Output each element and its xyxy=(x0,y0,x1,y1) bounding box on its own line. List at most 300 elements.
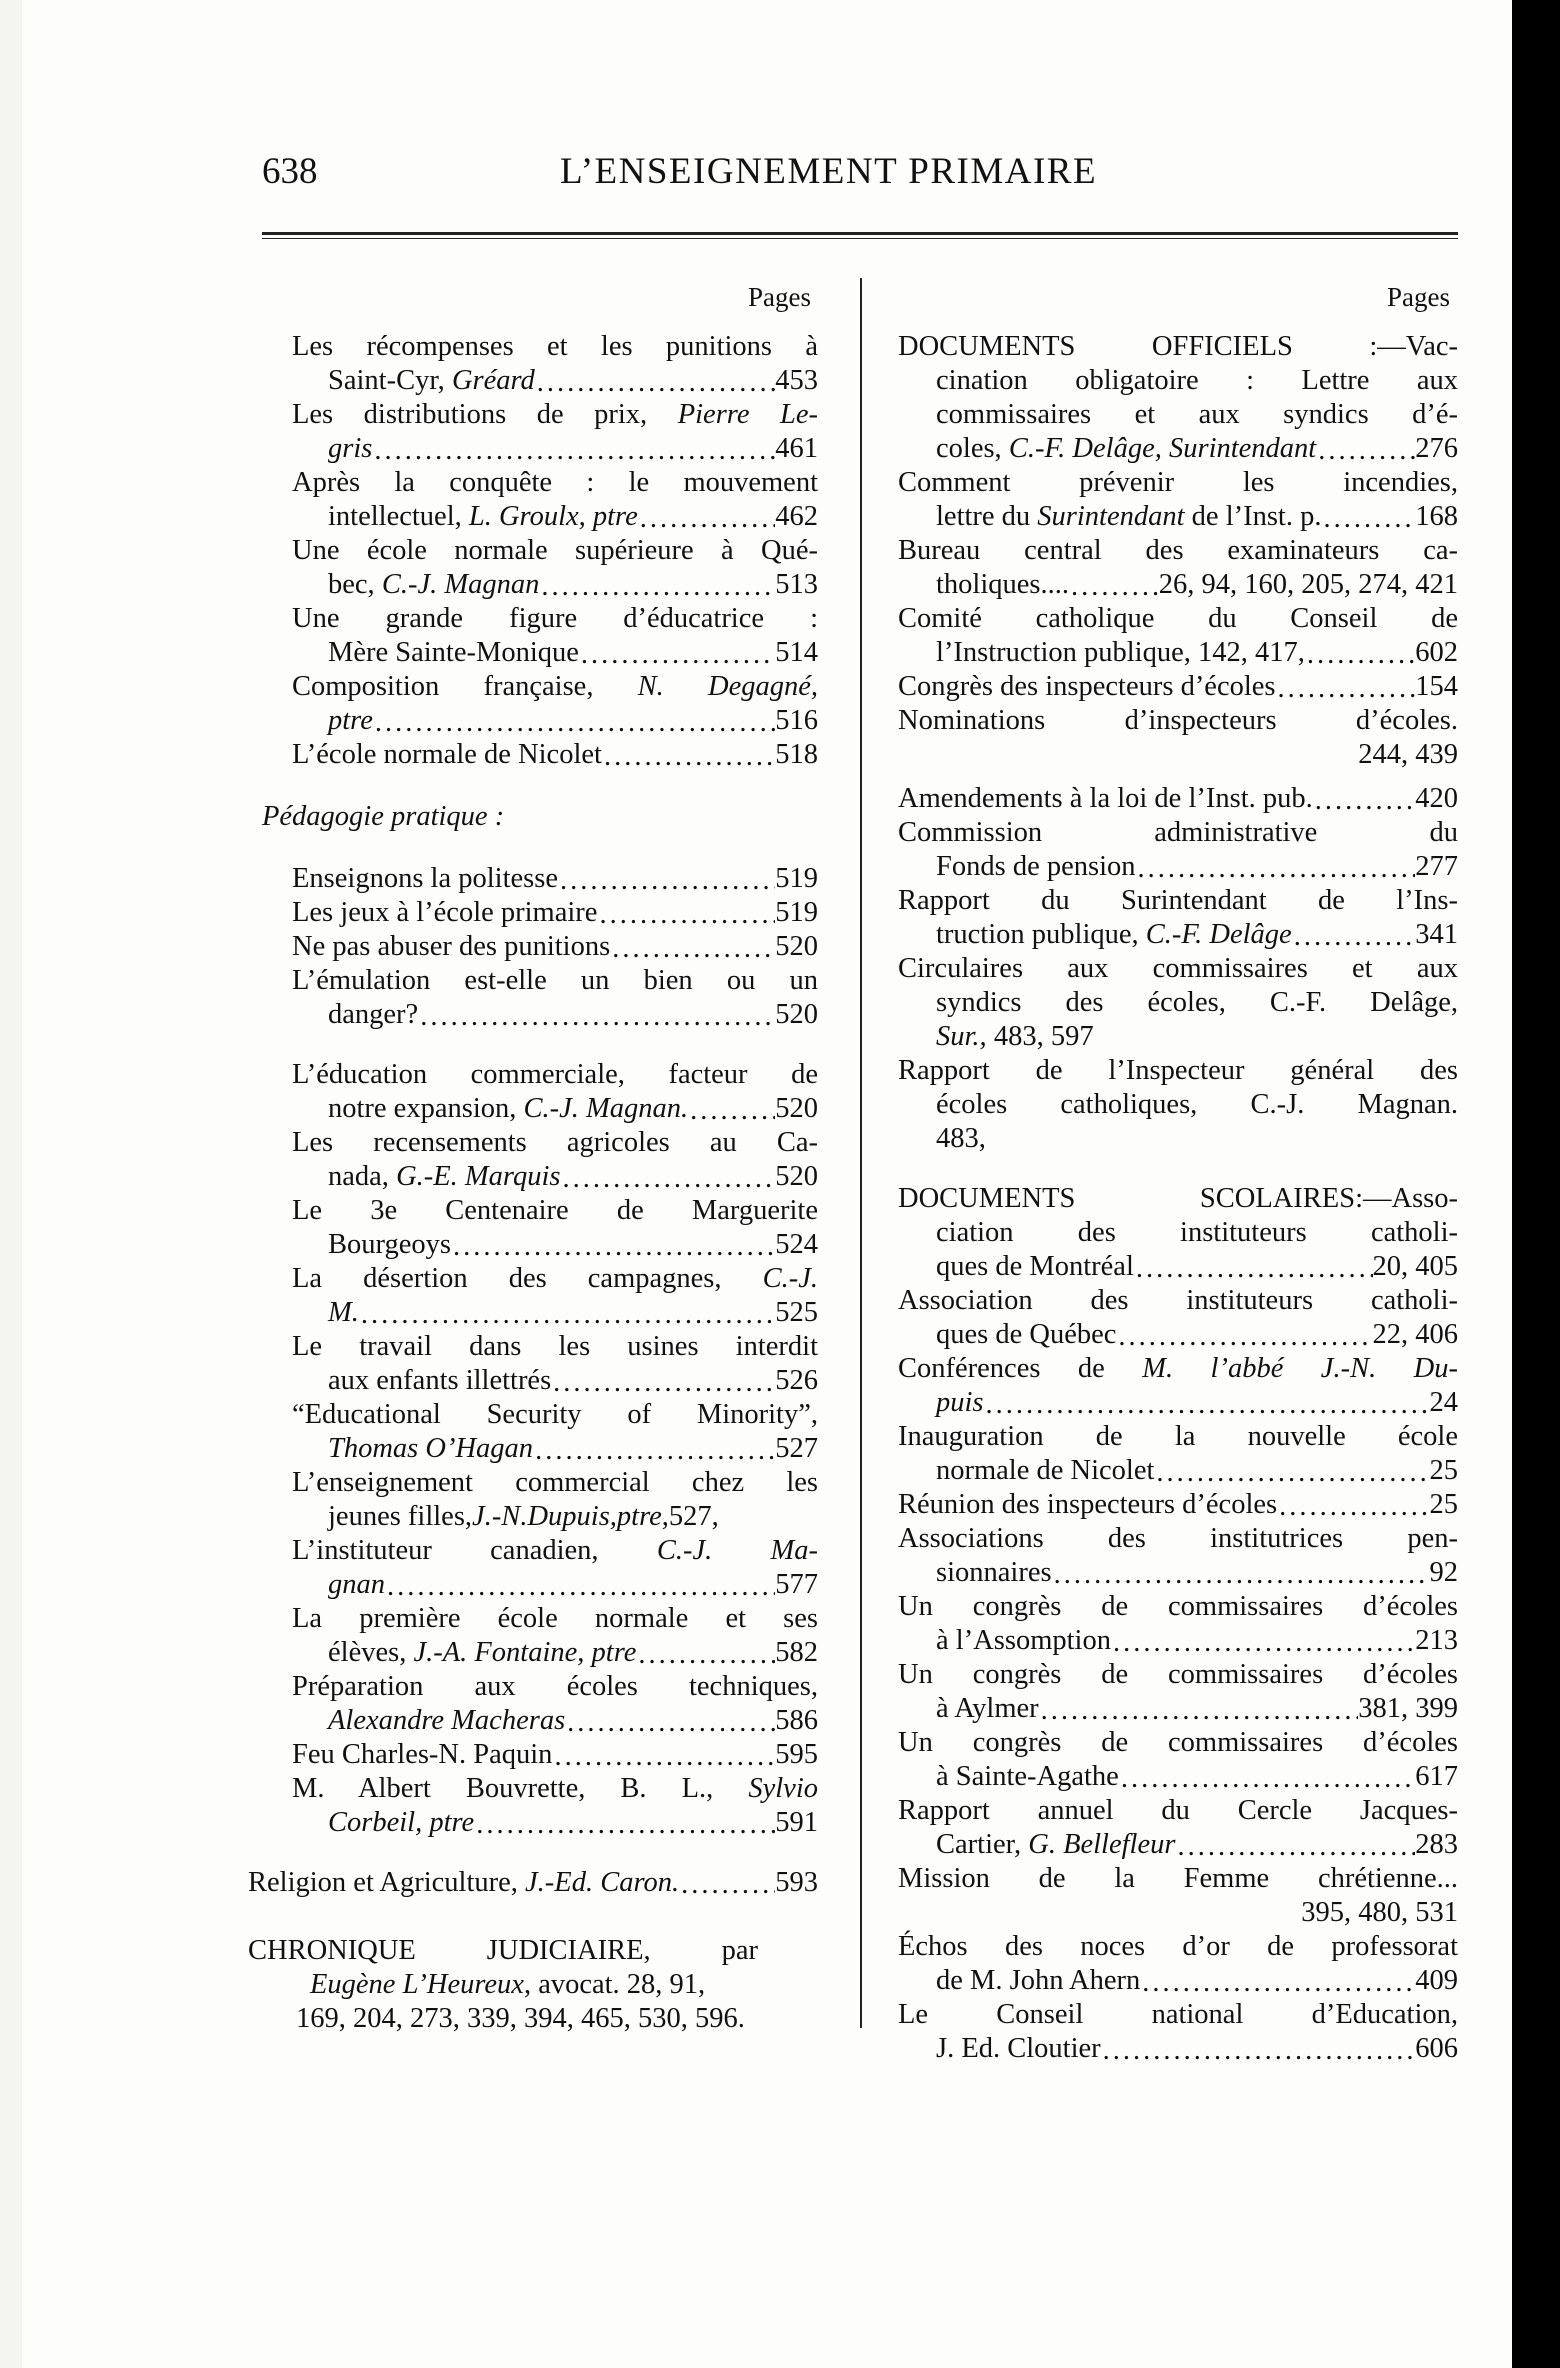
page-ref: 168 xyxy=(1415,501,1458,532)
entry-text: La première école normale et ses xyxy=(292,1603,818,1634)
leader-dots xyxy=(373,709,775,738)
entry-text: L’enseignement commercial chez les xyxy=(292,1467,818,1498)
entry-line xyxy=(898,1998,1458,2032)
entry-line xyxy=(292,670,818,704)
leader-dots xyxy=(1277,1493,1429,1522)
entry-line xyxy=(292,1738,818,1772)
entry-line xyxy=(328,1092,818,1126)
index-entry xyxy=(898,884,1458,952)
entry-text xyxy=(328,1432,533,1466)
entry-text: Nominations d’inspecteurs d’écoles. xyxy=(898,705,1458,736)
entry-text xyxy=(936,500,1321,534)
author: Corbeil, ptre xyxy=(328,1807,475,1838)
entry-line xyxy=(328,1500,818,1534)
entry-text xyxy=(936,1386,984,1420)
entry-author: M. l’abbé J.-N. Du- xyxy=(1142,1353,1458,1384)
entry-line xyxy=(936,1556,1458,1590)
entry-text: Les distributions de prix, xyxy=(292,399,678,430)
title: Mère Sainte-Monique xyxy=(328,637,579,668)
entry-text xyxy=(328,636,579,670)
leader-dots xyxy=(1069,573,1159,602)
leader-dots xyxy=(451,1233,775,1262)
title: à Sainte-Agathe xyxy=(936,1761,1119,1792)
entry-line xyxy=(292,1194,818,1228)
entry-line: syndics des écoles, C.-F. Delâge, xyxy=(936,987,1458,1018)
leader-dots xyxy=(418,1003,775,1032)
title: J. Ed. Cloutier xyxy=(936,2033,1101,2064)
entry-line xyxy=(898,670,1458,704)
author: gris xyxy=(328,433,373,464)
author: G.-E. Marquis xyxy=(396,1161,561,1192)
entry-text xyxy=(936,1760,1119,1794)
right-column xyxy=(898,330,1458,2066)
entry-line xyxy=(898,816,1458,850)
entry-line xyxy=(248,1866,818,1900)
title: danger? xyxy=(328,999,419,1030)
entry-text xyxy=(328,364,535,398)
index-entry xyxy=(248,1534,818,1602)
leader-dots xyxy=(679,1871,775,1900)
index-entry xyxy=(898,816,1458,884)
index-entry xyxy=(248,1866,818,1900)
entry-line xyxy=(328,1296,818,1330)
author: J.-N.Dupuis,ptre xyxy=(472,1501,662,1532)
leader-dots xyxy=(1175,1833,1415,1862)
index-entry xyxy=(248,1900,818,2036)
entry-line xyxy=(936,918,1458,952)
index-entry xyxy=(898,602,1458,670)
entry-text: Mission de la Femme chrétienne... xyxy=(898,1863,1458,1894)
page-ref: 213 xyxy=(1415,1625,1458,1656)
entry-text xyxy=(898,1488,1277,1522)
entry-line xyxy=(936,1692,1458,1726)
title: de M. John Ahern xyxy=(936,1965,1141,1996)
entry-text: Le 3e Centenaire de Marguerite xyxy=(292,1195,818,1226)
author: Surintendant xyxy=(1037,501,1185,532)
author: Alexandre Macheras xyxy=(328,1705,566,1736)
entry-line xyxy=(936,1250,1458,1284)
entry-text: L’instituteur canadien, xyxy=(292,1535,657,1566)
index-entry xyxy=(898,1794,1458,1862)
index-entry xyxy=(248,1466,818,1534)
leader-dots xyxy=(1116,1323,1372,1352)
title: aux enfants illettrés xyxy=(328,1365,552,1396)
leader-dots xyxy=(565,1709,775,1738)
entry-line xyxy=(898,704,1458,738)
leader-dots xyxy=(610,935,775,964)
entry-text xyxy=(292,862,558,896)
leader-dots xyxy=(560,1165,775,1194)
title: l’Instruction publique, 142, 417, xyxy=(936,637,1305,668)
entry-text: Circulaires aux commissaires et aux xyxy=(898,953,1458,984)
leader-dots xyxy=(1052,1561,1430,1590)
page-edge xyxy=(0,0,22,2368)
title: Religion et Agriculture, xyxy=(248,1867,526,1898)
entry-text: Échos des noces d’or de professorat xyxy=(898,1931,1458,1962)
entry-text: Les récompenses et les punitions à xyxy=(292,331,818,362)
entry-line xyxy=(936,500,1458,534)
page-ref: 602 xyxy=(1415,637,1458,668)
title: à l’Assomption xyxy=(936,1625,1111,1656)
entry-line xyxy=(936,1454,1458,1488)
entry-line xyxy=(898,1862,1458,1896)
title: Bourgeoys xyxy=(328,1229,451,1260)
index-entry xyxy=(248,1126,818,1194)
entry-text xyxy=(328,1636,636,1670)
page-ref: 409 xyxy=(1415,1965,1458,1996)
leader-dots xyxy=(1321,505,1415,534)
author: puis xyxy=(936,1387,984,1418)
entry-text xyxy=(936,1556,1052,1590)
page-ref: 483, 597 xyxy=(986,1021,1094,1052)
page-ref: 520 xyxy=(775,1161,818,1192)
page-ref: 527 xyxy=(775,1433,818,1464)
leader-dots xyxy=(539,573,775,602)
entry-line xyxy=(936,636,1458,670)
index-entry xyxy=(898,1862,1458,1930)
index-entry xyxy=(898,670,1458,704)
leader-dots xyxy=(1119,1765,1415,1794)
entry-line xyxy=(936,850,1458,884)
entry-line xyxy=(898,1658,1458,1692)
entry-text: Un congrès de commissaires d’écoles xyxy=(898,1591,1458,1622)
entry-line xyxy=(936,568,1458,602)
entry-line xyxy=(328,1704,818,1738)
title: jeunes filles, xyxy=(328,1501,473,1532)
entry-text xyxy=(936,918,1292,952)
page-number: 638 xyxy=(262,151,318,192)
entry-line xyxy=(292,1772,818,1806)
page-ref: 24 xyxy=(1429,1387,1458,1418)
entry-text: Inauguration de la nouvelle école xyxy=(898,1421,1458,1452)
title: bec, xyxy=(328,569,382,600)
entry-text: Associations des institutrices pen- xyxy=(898,1523,1458,1554)
entry-text xyxy=(328,1296,359,1330)
page-ref: 525 xyxy=(775,1297,818,1328)
entry-text: Une grande figure d’éducatrice : xyxy=(292,603,818,634)
title: ques de Montréal xyxy=(936,1251,1134,1282)
entry-line xyxy=(898,1522,1458,1556)
entry-text xyxy=(936,1318,1116,1352)
entry-line: cination obligatoire : Lettre aux xyxy=(936,365,1458,396)
entry-line xyxy=(328,704,818,738)
entry-text xyxy=(292,738,602,772)
index-entry xyxy=(898,1284,1458,1352)
title: de l’Inst. p. xyxy=(1184,501,1322,532)
entry-text: L’émulation est-elle un bien ou un xyxy=(292,965,818,996)
spacer xyxy=(248,772,818,800)
page-ref: 591 xyxy=(775,1807,818,1838)
author: ptre xyxy=(328,705,373,736)
title: coles, xyxy=(936,433,1009,464)
leader-dots xyxy=(1039,1697,1359,1726)
index-entry xyxy=(898,1488,1458,1522)
entry-line xyxy=(936,1760,1458,1794)
entry-text: Un congrès de commissaires d’écoles xyxy=(898,1659,1458,1690)
entry-text xyxy=(328,500,638,534)
index-entry xyxy=(248,1398,818,1466)
index-entry xyxy=(248,398,818,466)
page-ref: 617 xyxy=(1415,1761,1458,1792)
leader-dots xyxy=(1136,855,1416,884)
entry-text xyxy=(328,1364,551,1398)
index-entry xyxy=(898,1590,1458,1658)
leader-dots xyxy=(984,1391,1430,1420)
spacer xyxy=(248,834,818,862)
left-column xyxy=(248,330,818,2036)
entry-text xyxy=(328,568,539,602)
entry-text xyxy=(936,1828,1175,1862)
entry-line xyxy=(936,1624,1458,1658)
entry-text xyxy=(328,704,373,738)
leader-dots xyxy=(1313,787,1416,816)
page-ref: 593 xyxy=(775,1867,818,1898)
page-ref: 483, xyxy=(936,1123,986,1154)
entry-text: Rapport annuel du Cercle Jacques- xyxy=(898,1795,1458,1826)
index-entry xyxy=(248,772,818,862)
entry-text: Un congrès de commissaires d’écoles xyxy=(898,1727,1458,1758)
leader-dots xyxy=(533,1437,775,1466)
page-ref: 586 xyxy=(775,1705,818,1736)
entry-author: C.-J. Ma- xyxy=(656,1535,818,1566)
entry-text xyxy=(936,1624,1111,1658)
title: Amendements à la loi de l’Inst. pub. xyxy=(898,783,1313,814)
entry-text: Une école normale supérieure à Qué- xyxy=(292,535,818,566)
entry-author: C.-J. xyxy=(762,1263,818,1294)
page-ref: 22, 406 xyxy=(1372,1319,1458,1350)
entry-line xyxy=(898,1284,1458,1318)
author: C.-J. Magnan. xyxy=(523,1093,689,1124)
index-entry xyxy=(248,534,818,602)
index-entry xyxy=(898,330,1458,466)
entry-line: écoles catholiques, C.-J. Magnan. xyxy=(936,1089,1458,1120)
author: gnan xyxy=(328,1569,385,1600)
entry-text xyxy=(936,636,1305,670)
column-divider xyxy=(860,278,862,2028)
page-ref: 26, 94, 160, 205, 274, 421 xyxy=(1158,569,1458,600)
entry-line xyxy=(328,1228,818,1262)
author: J.-Ed. Caron. xyxy=(525,1867,680,1898)
entry-line xyxy=(328,1432,818,1466)
entry-line xyxy=(328,500,818,534)
entry-line xyxy=(936,1020,1458,1054)
index-entry xyxy=(248,896,818,930)
index-entry xyxy=(248,1330,818,1398)
entry-line xyxy=(328,1636,818,1670)
running-title: L’ENSEIGNEMENT PRIMAIRE xyxy=(560,151,1098,192)
entry-author: Sylvio xyxy=(748,1773,818,1804)
entry-line xyxy=(898,1930,1458,1964)
title: notre expansion, xyxy=(328,1093,524,1124)
entry-line xyxy=(898,1590,1458,1624)
index-entry xyxy=(248,670,818,738)
entry-text: Le travail dans les usines interdit xyxy=(292,1331,818,1362)
page-ref: 526 xyxy=(775,1365,818,1396)
index-entry xyxy=(898,952,1458,1054)
title: Enseignons la politesse xyxy=(292,863,558,894)
entry-lead: DOCUMENTS SCOLAIRES:—Asso- xyxy=(898,1183,1458,1214)
spacer xyxy=(248,1900,818,1934)
entry-line xyxy=(898,1420,1458,1454)
entry-text xyxy=(936,432,1316,466)
page-ref: 20, 405 xyxy=(1372,1251,1458,1282)
page-ref: 520 xyxy=(775,1093,818,1124)
entry-line xyxy=(292,930,818,964)
entry-line xyxy=(898,602,1458,636)
left-pages-label: Pages xyxy=(748,282,811,312)
entry-author: Pierre Le- xyxy=(677,399,818,430)
index-entry xyxy=(248,1670,818,1738)
page-ref: 420 xyxy=(1415,783,1458,814)
entry-line xyxy=(292,1466,818,1500)
text: , avocat. 28, 91, xyxy=(523,1969,706,2000)
entry-text: L’éducation commerciale, facteur de xyxy=(292,1059,818,1090)
title: normale de Nicolet xyxy=(936,1455,1155,1486)
page-ref: 520 xyxy=(775,931,818,962)
leader-dots xyxy=(1316,437,1415,466)
entry-text xyxy=(936,850,1136,884)
index-entry xyxy=(248,602,818,670)
page-ref: 520 xyxy=(775,999,818,1030)
entry-line xyxy=(898,1794,1458,1828)
entry-text xyxy=(936,1250,1134,1284)
title: Ne pas abuser des punitions xyxy=(292,931,611,962)
entry-text xyxy=(292,930,610,964)
leader-dots xyxy=(558,867,775,896)
leader-dots xyxy=(636,1641,775,1670)
index-entry xyxy=(248,1602,818,1670)
title: Saint-Cyr, xyxy=(328,365,452,396)
title: Feu Charles-N. Paquin xyxy=(292,1739,553,1770)
author: Thomas O’Hagan xyxy=(328,1433,534,1464)
index-entry xyxy=(898,1352,1458,1420)
entry-line xyxy=(292,738,818,772)
page-ref: 283 xyxy=(1415,1829,1458,1860)
page-ref: 516 xyxy=(775,705,818,736)
entry-text: Comité catholique du Conseil de xyxy=(898,603,1458,634)
entry-line xyxy=(292,1262,818,1296)
author: Sur., xyxy=(936,1021,987,1052)
leader-dots xyxy=(1154,1459,1429,1488)
index-entry xyxy=(898,782,1458,816)
page-ref: 461 xyxy=(775,433,818,464)
entry-line xyxy=(292,330,818,364)
entry-line xyxy=(328,636,818,670)
leader-dots xyxy=(1134,1255,1373,1284)
entry-line xyxy=(328,364,818,398)
entry-line xyxy=(936,1318,1458,1352)
entry-line xyxy=(292,1126,818,1160)
entry-line xyxy=(328,1160,818,1194)
entry-text: Comment prévenir les incendies, xyxy=(898,467,1458,498)
page-ref: 462 xyxy=(775,501,818,532)
header-rule-top xyxy=(262,232,1458,235)
leader-dots xyxy=(638,505,776,534)
entry-text: Association des instituteurs catholi- xyxy=(898,1285,1458,1316)
entry-line xyxy=(292,602,818,636)
chronicle-heading: CHRONIQUE JUDICIAIRE, par xyxy=(248,1935,758,1966)
page-ref: 524 xyxy=(775,1229,818,1260)
leader-dots xyxy=(372,437,775,466)
leader-dots xyxy=(597,901,775,930)
title: Fonds de pension xyxy=(936,851,1136,882)
entry-text: Rapport du Surintendant de l’Ins- xyxy=(898,885,1458,916)
entry-line xyxy=(898,1488,1458,1522)
index-entry xyxy=(248,1194,818,1262)
entry-line xyxy=(292,1398,818,1432)
leader-dots xyxy=(1305,641,1415,670)
leader-dots xyxy=(359,1301,775,1330)
entry-line xyxy=(328,1364,818,1398)
page-ref: 519 xyxy=(775,863,818,894)
index-entry xyxy=(898,1998,1458,2066)
page-ref: 606 xyxy=(1415,2033,1458,2064)
entry-text xyxy=(898,782,1313,816)
entry-text xyxy=(936,1964,1140,1998)
index-entry xyxy=(898,1054,1458,1156)
entry-text: Bureau central des examinateurs ca- xyxy=(898,535,1458,566)
entry-text: Composition française, xyxy=(292,671,638,702)
leader-dots xyxy=(385,1573,775,1602)
leader-dots xyxy=(579,641,775,670)
author: J.-A. Fontaine, ptre xyxy=(413,1637,637,1668)
entry-line xyxy=(936,2032,1458,2066)
entry-text xyxy=(292,896,597,930)
entry-text xyxy=(936,2032,1101,2066)
page-ref: 518 xyxy=(775,739,818,770)
title: Les jeux à l’école primaire xyxy=(292,897,598,928)
entry-line xyxy=(936,1386,1458,1420)
entry-line xyxy=(292,466,818,500)
entry-line xyxy=(898,884,1458,918)
entry-text xyxy=(936,568,1069,602)
entry-line xyxy=(898,466,1458,500)
index-entry xyxy=(898,1420,1458,1488)
page-ref: 453 xyxy=(775,365,818,396)
index-entry xyxy=(898,1182,1458,1284)
title: lettre du xyxy=(936,501,1038,532)
leader-dots xyxy=(1140,1969,1415,1998)
page-ref: 519 xyxy=(775,897,818,928)
entry-text xyxy=(936,1454,1154,1488)
index-entry xyxy=(248,1738,818,1772)
index-entry xyxy=(898,1726,1458,1794)
entry-text xyxy=(328,1092,688,1126)
entry-line xyxy=(898,1352,1458,1386)
page-ref: 513 xyxy=(775,569,818,600)
author: Gréard xyxy=(451,365,535,396)
entry-line xyxy=(292,398,818,432)
author: L. Groulx, ptre xyxy=(468,501,638,532)
title: ques de Québec xyxy=(936,1319,1117,1350)
title: Réunion des inspecteurs d’écoles xyxy=(898,1489,1278,1520)
entry-text xyxy=(936,1692,1039,1726)
entry-text: M. Albert Bouvrette, B. L., xyxy=(292,1773,749,1804)
entry-line xyxy=(898,1726,1458,1760)
author: G. Bellefleur xyxy=(1028,1829,1176,1860)
leader-dots xyxy=(474,1811,775,1840)
entry-line xyxy=(898,782,1458,816)
chronicle-line xyxy=(310,1968,818,2002)
index-entry xyxy=(898,534,1458,602)
title: L’école normale de Nicolet xyxy=(292,739,602,770)
entry-text xyxy=(328,1704,565,1738)
page-ref: 92 xyxy=(1429,1557,1458,1588)
entry-line xyxy=(292,1058,818,1092)
index-entry xyxy=(248,1262,818,1330)
page-ref: 582 xyxy=(775,1637,818,1668)
entry-line xyxy=(292,896,818,930)
